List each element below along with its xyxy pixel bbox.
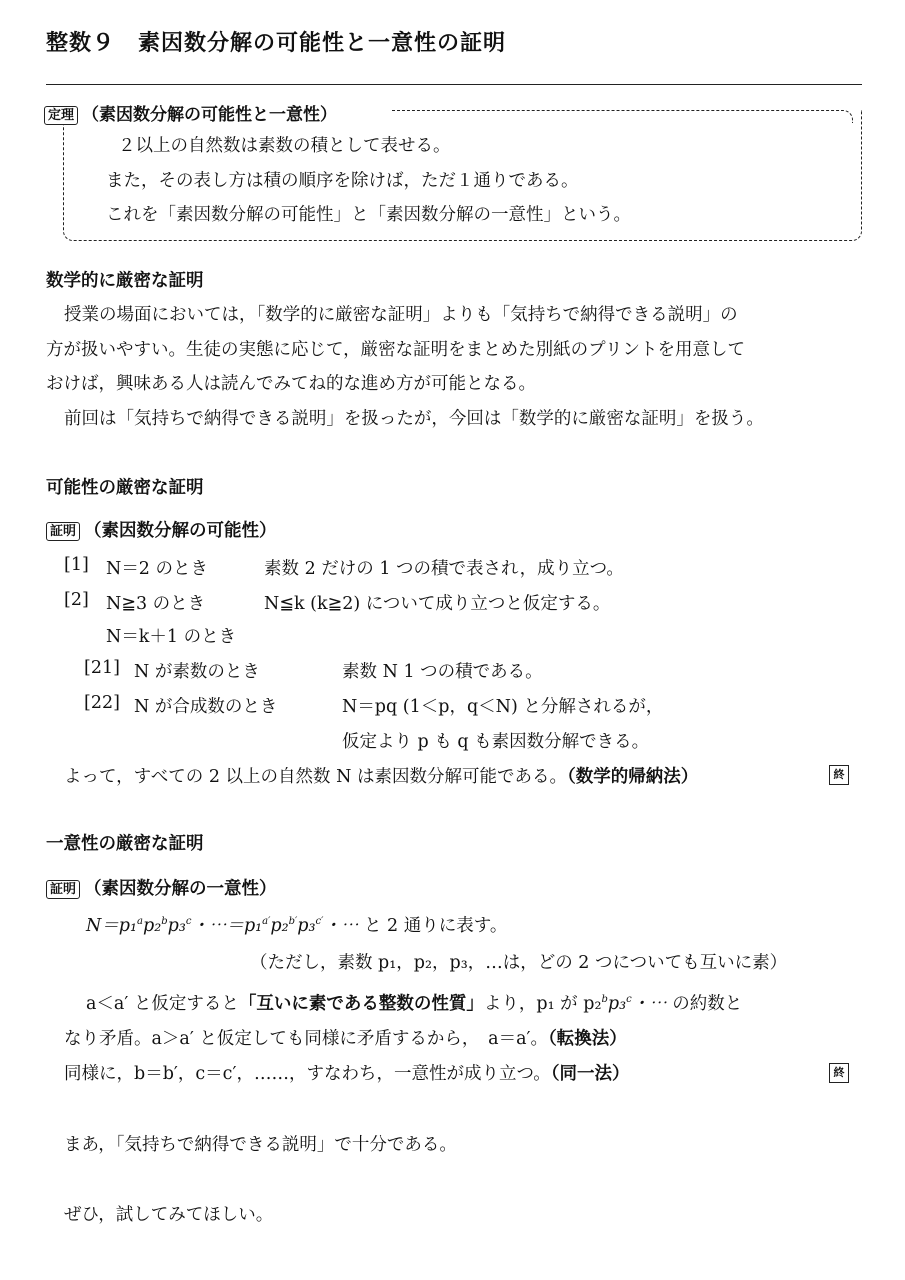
uniqueness-equation: N＝p₁$^a$p₂$^b$p₃$^c$・⋯＝p₁$^{a'}$p₂$^{b'}$p₃$^{c'}$・⋯ と 2 通りに表す。 — [86, 916, 508, 936]
theorem-line-2: また，その表し方は積の順序を除けば，ただ１通りである。 — [106, 171, 579, 191]
theorem-tag: 定理 — [44, 106, 78, 125]
identity-method: （同一法） — [550, 1064, 630, 1084]
line1-d: の約数と — [672, 994, 743, 1014]
closing-line-2: ぜひ，試してみてほしい。 — [64, 1205, 274, 1225]
equation-lhs: N＝p — [86, 916, 131, 936]
uniqueness-line-1: a＜a′ と仮定すると「互いに素である整数の性質」より，p₁ が p₂$^b$p₃$^c$・⋯ の約数と — [86, 994, 743, 1014]
theorem-line-1: ２以上の自然数は素数の積として表せる。 — [118, 136, 451, 156]
uniqueness-tag: 証明 — [46, 880, 80, 899]
case-1-number: [1] — [64, 555, 89, 575]
conclusion-text: よって，すべての 2 以上の自然数 N は素因数分解可能である。 — [64, 767, 567, 787]
end-mark-icon: 終 — [829, 765, 849, 785]
possibility-conclusion — [64, 763, 698, 788]
possibility-title: （素因数分解の可能性） — [84, 521, 277, 541]
uniqueness-line-2 — [64, 1025, 627, 1050]
case-21-condition: N が素数のとき — [134, 662, 260, 682]
coprime-property: 「互いに素である整数の性質」 — [238, 994, 484, 1014]
uniqueness-note: （ただし，素数 p₁，p₂，p₃，…は，どの 2 つについても互いに素） — [250, 953, 788, 973]
uniqueness-proof-label — [46, 875, 277, 900]
possibility-proof-label — [46, 517, 277, 542]
uniqueness-title: （素因数分解の一意性） — [84, 879, 277, 899]
uniqueness-heading: 一意性の厳密な証明 — [46, 834, 204, 854]
possibility-tag: 証明 — [46, 522, 80, 541]
case-2-text: N≦k (k≧2) について成り立つと仮定する。 — [264, 594, 611, 614]
line3-a: 同様に，b＝b′，c＝c′，……，すなわち，一意性が成り立つ。 — [64, 1064, 551, 1084]
title-rule — [46, 84, 862, 85]
case-22-number: [22] — [84, 693, 120, 713]
case-22-text-2: 仮定より p も q も素因数分解できる。 — [342, 732, 650, 752]
page-title: 整数９ 素因数分解の可能性と一意性の証明 — [46, 31, 507, 56]
rigorous-line-2: 方が扱いやすい。生徒の実態に応じて，厳密な証明をまとめた別紙のプリントを用意して — [46, 340, 745, 360]
conversion-method: （転換法） — [548, 1029, 627, 1049]
case-1-condition: N＝2 のとき — [106, 559, 209, 579]
case-22-text-1: N＝pq (1＜p，q＜N) と分解されるが， — [342, 697, 664, 717]
possibility-heading: 可能性の厳密な証明 — [46, 478, 204, 498]
theorem-label — [44, 100, 341, 125]
theorem-box-top — [392, 110, 853, 123]
case-1-text: 素数 2 だけの 1 つの積で表され，成り立つ。 — [264, 559, 624, 579]
rigorous-line-3: おけば，興味ある人は読んでみてね的な進め方が可能となる。 — [46, 374, 536, 394]
case-2-condition: N≧3 のとき — [106, 594, 206, 614]
end-mark-icon: 終 — [829, 1063, 849, 1083]
rigorous-line-4: 前回は「気持ちで納得できる説明」を扱ったが，今回は「数学的に厳密な証明」を扱う。 — [64, 409, 764, 429]
uniqueness-line-3 — [64, 1060, 630, 1085]
case-21-number: [21] — [84, 658, 120, 678]
rigorous-line-1: 授業の場面においては，「数学的に厳密な証明」よりも「気持ちで納得できる説明」の — [64, 305, 738, 325]
rigorous-heading: 数学的に厳密な証明 — [46, 271, 204, 291]
case-2-number: [2] — [64, 590, 89, 610]
theorem-title: （素因数分解の可能性と一意性） — [82, 105, 338, 125]
case-2-sub: N＝k＋1 のとき — [106, 627, 237, 647]
line1-c: より，p₁ が p₂ — [483, 994, 602, 1014]
theorem-line-3: これを「素因数分解の可能性」と「素因数分解の一意性」という。 — [106, 205, 631, 225]
case-21-text: 素数 N 1 つの積である。 — [342, 662, 543, 682]
equation-rest: と 2 通りに表す。 — [363, 916, 508, 936]
induction-method: （数学的帰納法） — [567, 767, 699, 787]
line1-a: a＜a′ と仮定すると — [86, 994, 239, 1014]
closing-line-1: まあ，「気持ちで納得できる説明」で十分である。 — [64, 1135, 457, 1155]
line2-a: なり矛盾。a＞a′ と仮定しても同様に矛盾するから， a＝a′。 — [64, 1029, 548, 1049]
case-22-condition: N が合成数のとき — [134, 697, 278, 717]
